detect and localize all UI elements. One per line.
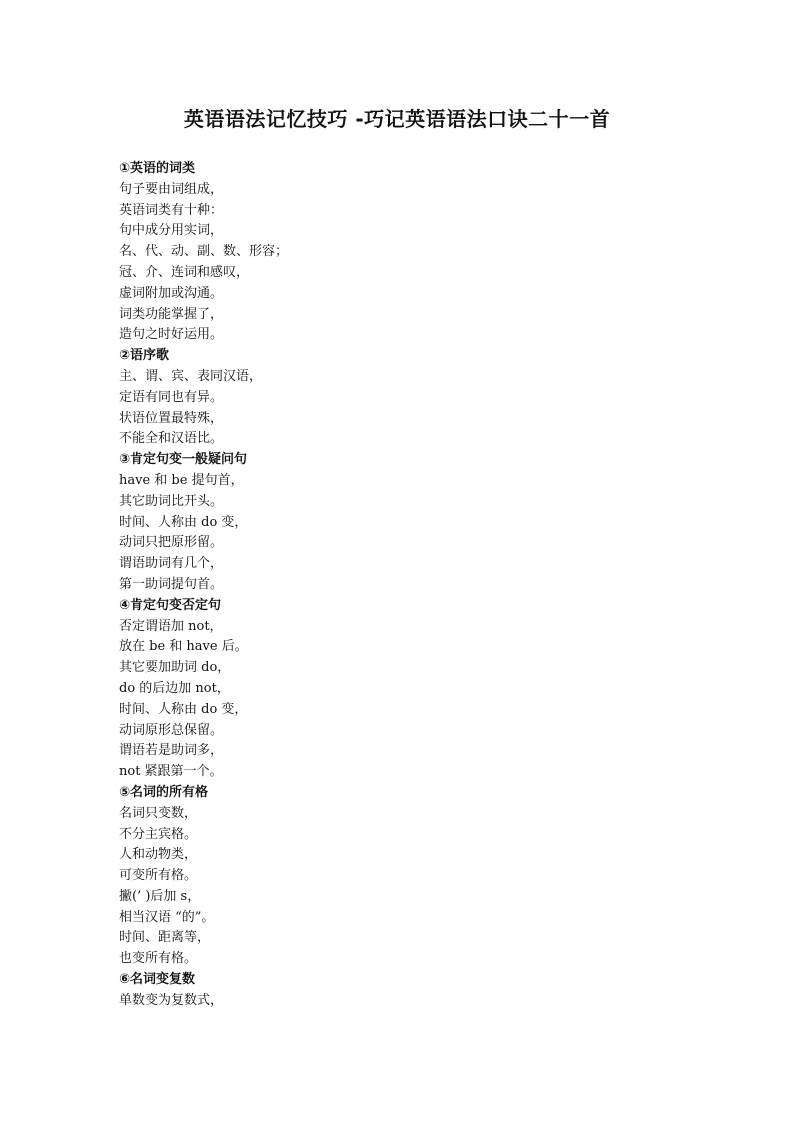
verse-line: 英语词类有十种： xyxy=(119,202,224,218)
verse-line: 时间、距离等， xyxy=(119,930,211,946)
verse-line: 也变所有格。 xyxy=(119,951,198,967)
verse-line: 时间、人称由 do 变， xyxy=(119,701,248,717)
verse-line: 人和动物类， xyxy=(119,847,198,863)
verse-line: 句子要由词组成， xyxy=(119,181,224,197)
document-body xyxy=(119,159,719,1012)
verse-line: 其它助词比开头。 xyxy=(119,493,224,509)
verse-line: 状语位置最特殊， xyxy=(119,410,224,426)
section-heading: ④肯定句变否定句 xyxy=(119,597,222,613)
verse-line: not 紧跟第一个。 xyxy=(119,764,223,780)
verse-line: 词类功能掌握了， xyxy=(119,306,224,322)
verse-line: 其它要加助词 do， xyxy=(119,660,231,676)
verse-line: 放在 be 和 have 后。 xyxy=(119,639,248,655)
verse-line: 动词只把原形留。 xyxy=(119,535,224,551)
verse-line: do 的后边加 not， xyxy=(119,680,230,696)
verse-line: 单数变为复数式， xyxy=(119,992,224,1008)
section-heading: ②语序歌 xyxy=(119,348,170,364)
section-heading: ③肯定句变一般疑问句 xyxy=(119,452,248,468)
verse-line: 冠、介、连词和感叹， xyxy=(119,264,250,280)
verse-line: have 和 be 提句首， xyxy=(119,472,244,488)
verse-line: 可变所有格。 xyxy=(119,868,198,884)
verse-line: 谓语助词有几个， xyxy=(119,556,224,572)
verse-line: 主、谓、宾、表同汉语， xyxy=(119,368,263,384)
verse-line: 名词只变数， xyxy=(119,805,198,821)
section-heading: ①英语的词类 xyxy=(119,161,196,176)
verse-line: 定语有同也有异。 xyxy=(119,389,224,405)
section-heading: ⑥名词变复数 xyxy=(119,972,196,988)
document-title: 英语语法记忆技巧 -巧记英语语法口诀二十一首 xyxy=(183,107,611,131)
verse-line: 名、代、动、副、数、形容； xyxy=(119,244,289,260)
verse-line: 动词原形总保留。 xyxy=(119,722,224,738)
verse-line: 造句之时好运用。 xyxy=(119,327,224,343)
verse-line: 不分主宾格。 xyxy=(119,826,198,842)
verse-line: 撇(’ )后加 s， xyxy=(119,888,201,904)
verse-line: 不能全和汉语比。 xyxy=(119,431,224,447)
verse-line: 否定谓语加 not， xyxy=(119,618,223,634)
section-heading: ⑤名词的所有格 xyxy=(119,784,209,800)
verse-line: 虚词附加或沟通。 xyxy=(119,285,224,301)
verse-line: 谓语若是助词多， xyxy=(119,743,224,759)
verse-line: 句中成分用实词， xyxy=(119,223,224,239)
verse-line: 第一助词提句首。 xyxy=(119,576,224,592)
verse-line: 时间、人称由 do 变， xyxy=(119,514,248,530)
verse-line: 相当汉语 “的”。 xyxy=(119,909,215,925)
